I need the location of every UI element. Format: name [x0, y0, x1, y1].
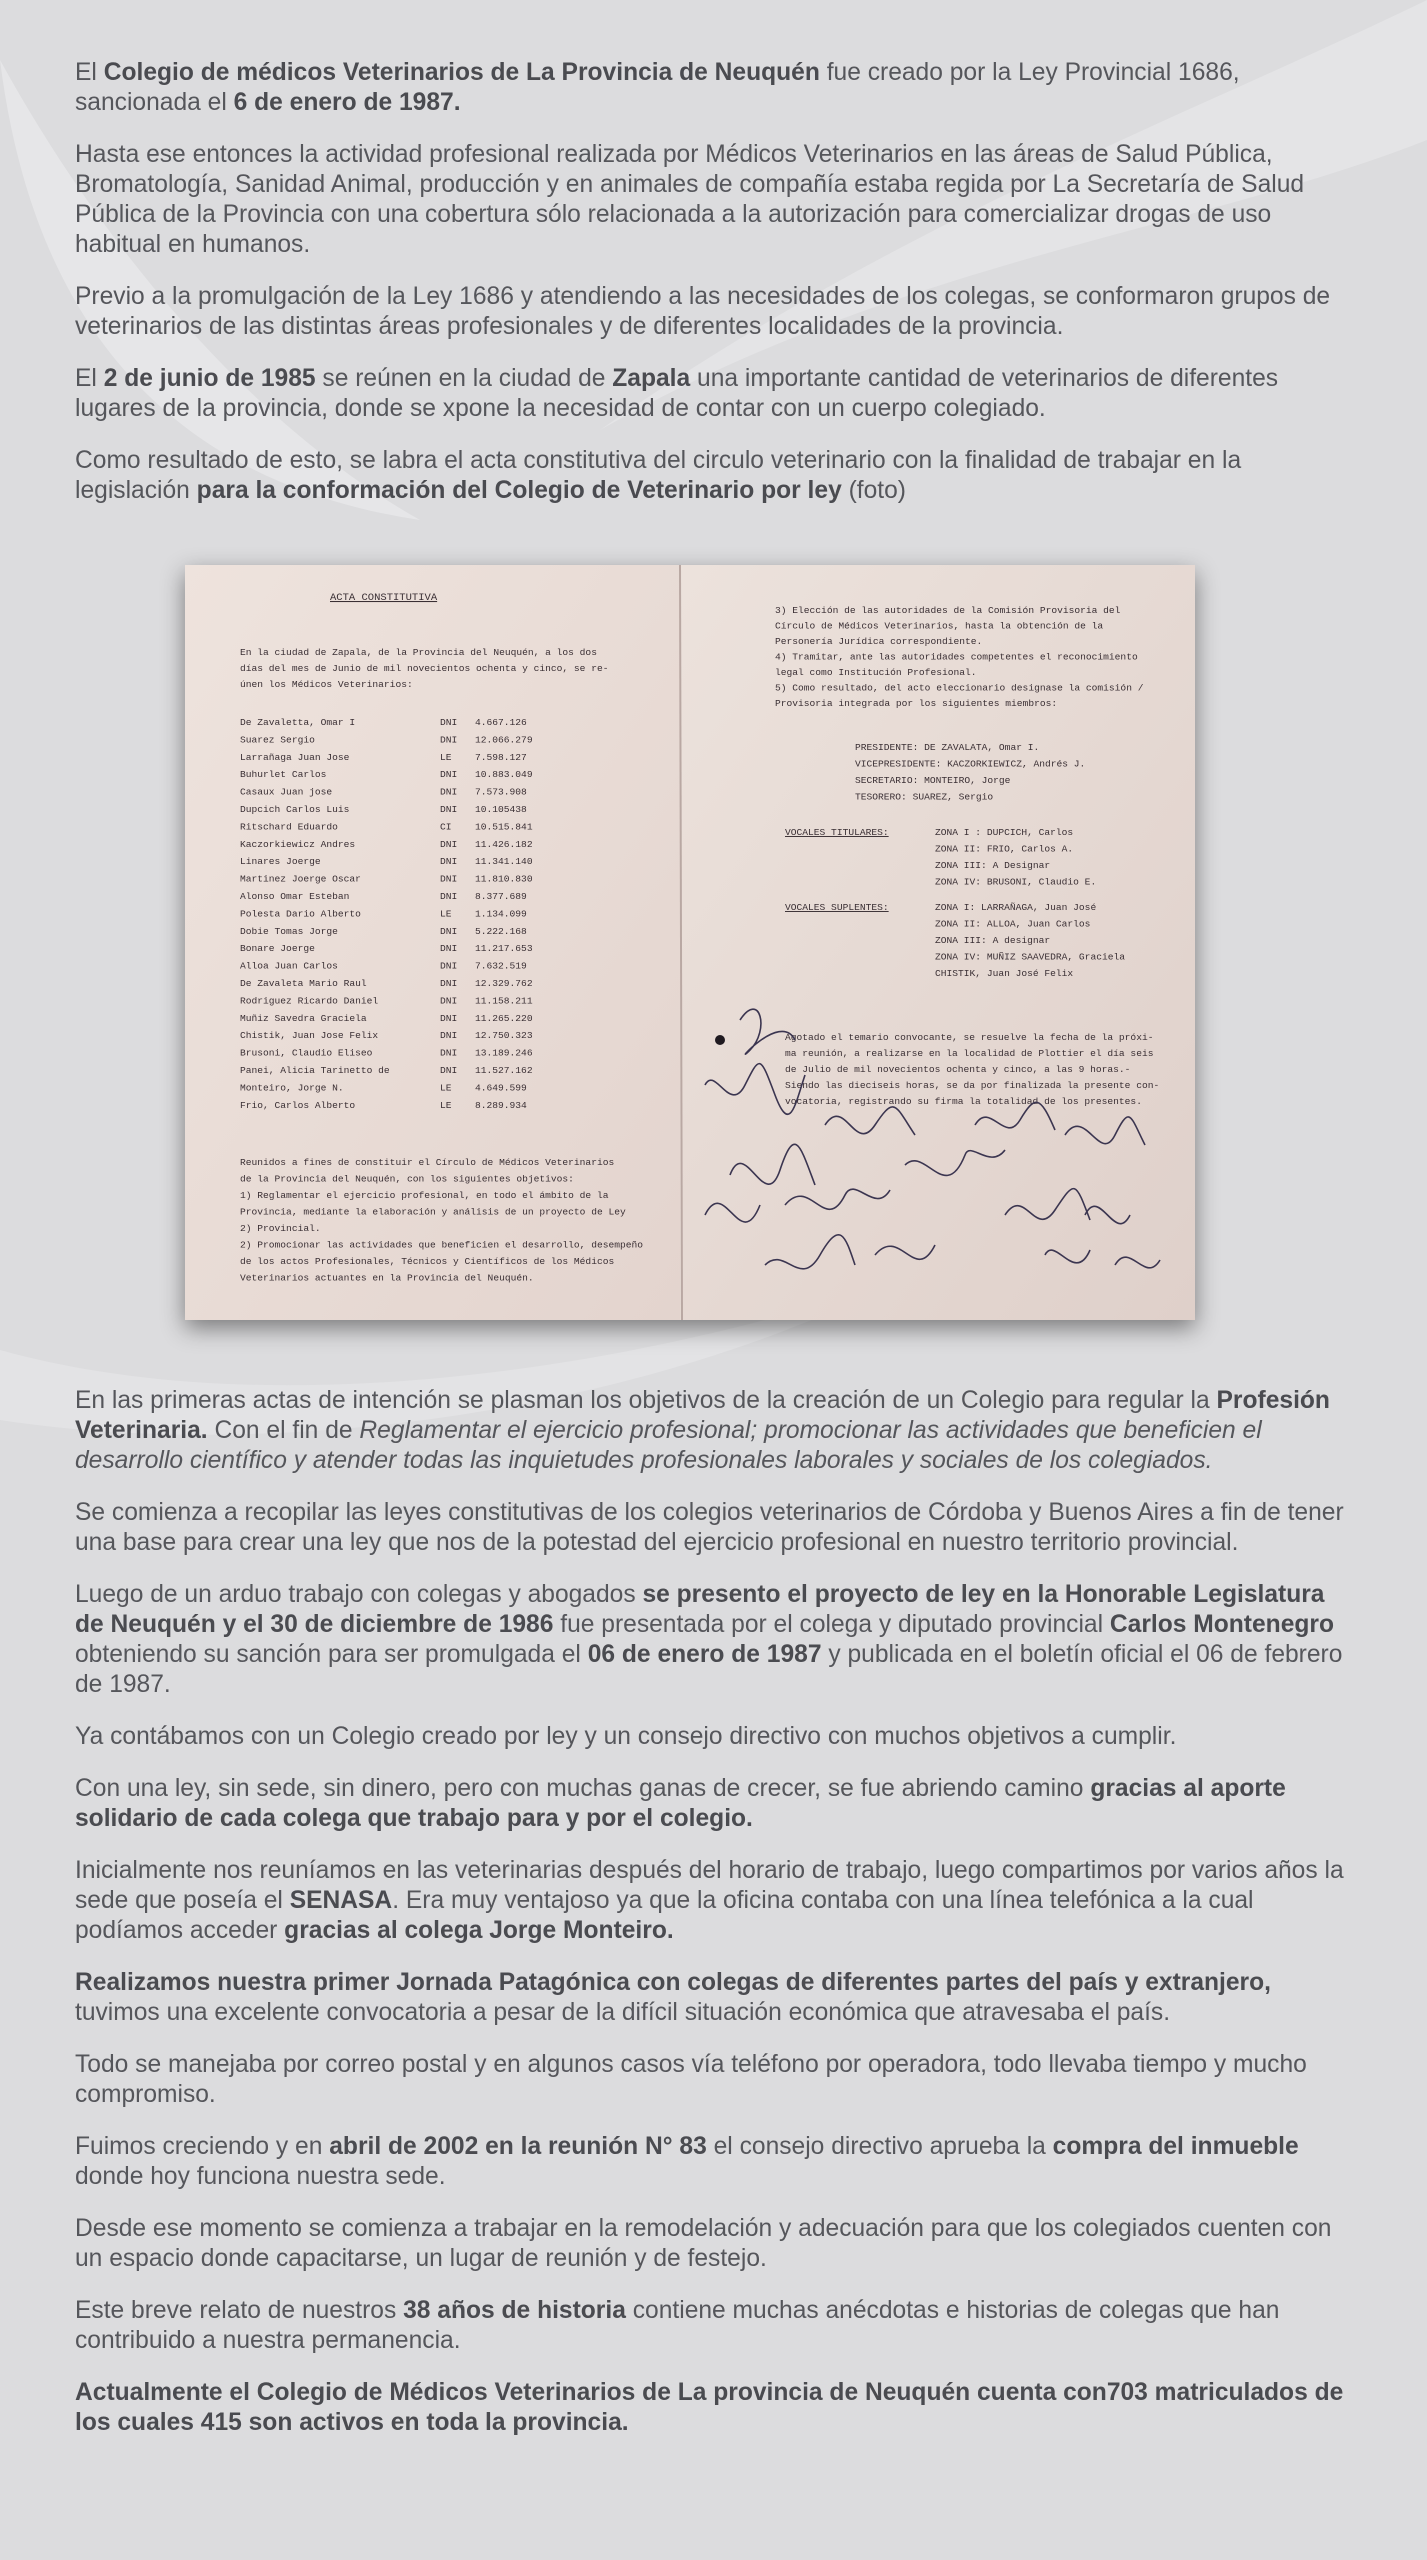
- intro-section: [75, 58, 1350, 528]
- member-doc-type: DNI: [440, 943, 458, 955]
- right-top-line: Círculo de Médicos Veterinarios, hasta la obtención de la: [775, 620, 1104, 632]
- member-name: Dupcich Carlos Luis: [240, 804, 350, 815]
- member-name: Martinez Joerge Oscar: [240, 873, 361, 885]
- document-intro-line: En la ciudad de Zapala, de la Provincia del Neuquén, a los dos: [240, 647, 597, 658]
- paragraph-zapala-meeting: El 2 de junio de 1985 se reúnen en la ciudad de Zapala una importante cantidad de veterinarios de diferentes lugares de la provincia, donde se xpone la necesidad de contar con un cuerpo colegiado.: [75, 365, 1279, 422]
- member-doc-number: 5.222.168: [475, 925, 527, 937]
- ink-blot: [715, 1035, 725, 1045]
- closing-line: vocatoria, registrando su firma la totalidad de los presentes.: [785, 1096, 1142, 1107]
- right-top-line: Personería Jurídica correspondiente.: [775, 636, 983, 647]
- vocal-titular-line: ZONA II: FRIO, Carlos A.: [935, 843, 1074, 855]
- member-doc-type: DNI: [440, 1047, 458, 1059]
- member-doc-type: DNI: [440, 978, 458, 989]
- closing-line: Agotado el temario convocante, se resuelve la fecha de la próxi-: [785, 1032, 1154, 1043]
- member-doc-number: 10.105438: [475, 804, 527, 815]
- member-doc-type: DNI: [440, 873, 458, 885]
- member-doc-type: DNI: [440, 1030, 458, 1042]
- paragraph-acta-result: Como resultado de esto, se labra el acta constitutiva del circulo veterinario con la finalidad de trabajar en la legislación para la conformación del Colegio de Veterinario por ley (foto): [75, 447, 1242, 504]
- right-top-line: 5) Como resultado, del acto eleccionario designase la comisión /: [775, 682, 1144, 694]
- member-name: Brusoni, Claudio Eliseo: [240, 1047, 373, 1059]
- member-name: Suarez Sergio: [240, 734, 315, 746]
- objective-line: 2) Promocionar las actividades que beneficien el desarrollo, desempeño: [240, 1239, 644, 1251]
- member-doc-number: 11.426.182: [475, 838, 533, 850]
- right-top-line: Provisoria integrada por los siguientes miembros:: [775, 698, 1058, 709]
- vocales-titulares-label: VOCALES TITULARES:: [785, 827, 889, 838]
- closing-line: de Julio de mil novecientos ochenta y cinco, a las 9 horas.-: [785, 1064, 1131, 1075]
- member-doc-type: CI: [440, 821, 452, 833]
- member-name: Chistik, Juan Jose Felix: [240, 1030, 379, 1042]
- member-doc-number: 7.632.519: [475, 960, 527, 972]
- member-doc-type: DNI: [440, 804, 458, 815]
- member-doc-type: LE: [440, 1099, 452, 1111]
- member-doc-number: 7.598.127: [475, 751, 527, 763]
- member-doc-number: 12.066.279: [475, 734, 533, 746]
- paragraph-legislature: Luego de un arduo trabajo con colegas y abogados se presento el proyecto de ley en la Honorable Legislatura de Neuquén y el 30 de diciembre de 1986 fue presentada por el colega y diputado provincial Carlos Montenegro obteniendo su sanción para ser promulgada el 06 de enero de 1987 y publicada en el boletín oficial el 06 de febrero de 1987.: [75, 1581, 1343, 1698]
- member-doc-type: LE: [440, 1082, 452, 1094]
- authority-line: SECRETARIO: MONTEIRO, Jorge: [855, 775, 1011, 786]
- objective-line: Provincia, mediante la elaboración y análisis de un proyecto de Ley: [240, 1206, 626, 1218]
- member-doc-number: 10.883.049: [475, 769, 533, 781]
- member-name: Ritschard Eduardo: [240, 821, 338, 833]
- right-top-line: 4) Tramitar, ante las autoridades competentes el reconocimiento: [775, 651, 1138, 663]
- paragraph-38-years: Este breve relato de nuestros 38 años de historia contiene muchas anécdotas e historias de colegas que han contribuido a nuestra permanencia.: [75, 2297, 1280, 2354]
- authority-line: VICEPRESIDENTE: KACZORKIEWICZ, Andrés J.: [855, 758, 1086, 770]
- member-doc-number: 4.667.126: [475, 717, 527, 728]
- member-doc-number: 11.217.653: [475, 943, 533, 955]
- member-name: De Zavaleta Mario Raul: [240, 978, 367, 989]
- vocal-suplente-line: CHISTIK, Juan José Felix: [935, 968, 1074, 979]
- paragraph-inmueble: Fuimos creciendo y en abril de 2002 en la reunión N° 83 el consejo directivo aprueba la compra del inmueble donde hoy funciona nuestra sede.: [75, 2133, 1299, 2190]
- member-name: Kaczorkiewicz Andres: [240, 838, 356, 850]
- member-doc-number: 11.341.140: [475, 856, 533, 868]
- member-doc-type: DNI: [440, 891, 458, 902]
- member-doc-type: LE: [440, 751, 452, 763]
- member-doc-type: DNI: [440, 838, 458, 850]
- vocal-suplente-line: ZONA II: ALLOA, Juan Carlos: [935, 918, 1091, 930]
- right-top-line: legal como Institución Profesional.: [775, 667, 977, 678]
- paragraph-founding: El Colegio de médicos Veterinarios de La Provincia de Neuquén fue creado por la Ley Provincial 1686, sancionada el 6 de enero de 1987.: [75, 59, 1240, 116]
- objective-line: Veterinarios actuantes en la Provincia del Neuquén.: [240, 1272, 534, 1284]
- member-doc-type: LE: [440, 908, 452, 920]
- right-top-line: 3) Elección de las autoridades de la Comisión Provisoria del: [775, 605, 1121, 616]
- member-doc-type: DNI: [440, 786, 458, 798]
- member-doc-type: DNI: [440, 925, 458, 937]
- member-name: Larrañaga Juan Jose: [240, 751, 350, 763]
- member-name: Bonare Joerge: [240, 943, 315, 955]
- member-name: Panei, Alicia Tarinetto de: [240, 1065, 390, 1076]
- acta-constitutiva-photo: [185, 565, 1195, 1320]
- authority-line: TESORERO: SUAREZ, Sergio: [855, 791, 994, 803]
- vocales-suplentes-label: VOCALES SUPLENTES:: [785, 902, 889, 913]
- member-name: Casaux Juan jose: [240, 786, 333, 798]
- objective-line: 2) Provincial.: [240, 1223, 321, 1234]
- member-doc-type: DNI: [440, 734, 458, 746]
- member-doc-number: 11.158.211: [475, 995, 533, 1007]
- member-doc-number: 13.189.246: [475, 1047, 533, 1059]
- member-name: Linares Joerge: [240, 856, 321, 868]
- acta-document-image: [185, 565, 1195, 1320]
- paragraph-postal: Todo se manejaba por correo postal y en algunos casos vía teléfono por operadora, todo llevaba tiempo y mucho compromiso.: [75, 2051, 1307, 2108]
- member-doc-type: DNI: [440, 1065, 458, 1076]
- vocal-suplente-line: ZONA IV: MUÑIZ SAAVEDRA, Graciela: [935, 951, 1125, 963]
- member-name: Frio, Carlos Alberto: [240, 1099, 356, 1111]
- paragraph-first-actas: En las primeras actas de intención se plasman los objetivos de la creación de un Colegio para regular la Profesión Veterinaria. Con el fin de Reglamentar el ejercicio profesional; promocionar las actividades que beneficien el desarrollo científico y atender todas las inquietudes profesionales laborales y sociales de los colegiados.: [75, 1387, 1330, 1474]
- history-section: [75, 1386, 1350, 2460]
- closing-line: ma reunión, a realizarse en la localidad de Plottier el día seis: [785, 1048, 1154, 1059]
- vocal-titular-line: ZONA III: A Designar: [935, 860, 1051, 871]
- member-doc-number: 11.265.220: [475, 1012, 533, 1024]
- member-doc-type: DNI: [440, 995, 458, 1007]
- member-doc-number: 1.134.099: [475, 908, 527, 920]
- authority-line: PRESIDENTE: DE ZAVALATA, Omar I.: [855, 742, 1040, 753]
- member-doc-number: 4.649.599: [475, 1082, 527, 1094]
- member-doc-number: 12.329.762: [475, 978, 533, 989]
- member-name: Alonso Omar Esteban: [240, 891, 350, 902]
- objective-line: 1) Reglamentar el ejercicio profesional, en todo el ámbito de la: [240, 1190, 609, 1201]
- paragraph-current-members: Actualmente el Colegio de Médicos Veterinarios de La provincia de Neuquén cuenta con703 matriculados de los cuales 415 son activos en toda la provincia.: [75, 2379, 1344, 2436]
- member-doc-type: DNI: [440, 1012, 458, 1024]
- member-doc-number: 7.573.908: [475, 786, 527, 798]
- member-doc-number: 8.377.689: [475, 891, 527, 902]
- member-name: Polesta Dario Alberto: [240, 908, 361, 920]
- objective-line: de los actos Profesionales, Técnicos y Científicos de los Médicos: [240, 1256, 615, 1267]
- closing-line: Siendo las dieciseis horas, se da por finalizada la presente con-: [785, 1080, 1160, 1091]
- vocal-suplente-line: ZONA III: A designar: [935, 935, 1051, 946]
- paragraph-previous: Previo a la promulgación de la Ley 1686 y atendiendo a las necesidades de los colegas, se conformaron grupos de veterinarios de las distintas áreas profesionales y de diferentes localidades de la provincia.: [75, 283, 1331, 340]
- member-doc-number: 10.515.841: [475, 821, 533, 833]
- member-doc-number: 12.750.323: [475, 1030, 533, 1042]
- vocal-suplente-line: ZONA I: LARRAÑAGA, Juan José: [935, 902, 1097, 913]
- document-title: ACTA CONSTITUTIVA: [330, 592, 438, 604]
- document-intro-line: días del mes de Junio de mil novecientos ochenta y cinco, se re-: [240, 663, 609, 674]
- member-doc-type: DNI: [440, 960, 458, 972]
- paragraph-senasa: Inicialmente nos reuníamos en las veterinarias después del horario de trabajo, luego compartimos por varios años la sede que poseía el SENASA. Era muy ventajoso ya que la oficina contaba con una línea telefónica a la cual podíamos acceder gracias al colega Jorge Monteiro.: [75, 1857, 1344, 1944]
- member-name: Rodriguez Ricardo Daniel: [240, 995, 379, 1007]
- member-name: Buhurlet Carlos: [240, 769, 327, 781]
- member-doc-number: 11.810.830: [475, 873, 533, 885]
- paragraph-objectives: Ya contábamos con un Colegio creado por ley y un consejo directivo con muchos objetivos a cumplir.: [75, 1723, 1177, 1750]
- member-doc-number: 11.527.162: [475, 1065, 533, 1076]
- paragraph-remodel: Desde ese momento se comienza a trabajar en la remodelación y adecuación para que los colegiados cuenten con un espacio donde capacitarse, un lugar de reunión y de festejo.: [75, 2215, 1332, 2272]
- objective-line: de la Provincia del Neuquén, con los siguientes objetivos:: [240, 1173, 574, 1185]
- member-doc-type: DNI: [440, 717, 458, 728]
- paragraph-before: Hasta ese entonces la actividad profesional realizada por Médicos Veterinarios en las áreas de Salud Pública, Bromatología, Sanidad Animal, producción y en animales de compañía estaba regida por La Secretaría de Salud Pública de la Provincia con una cobertura sólo relacionada a la autorización para comercializar drogas de uso habitual en humanos.: [75, 141, 1305, 258]
- paragraph-solidarity: Con una ley, sin sede, sin dinero, pero con muchas ganas de crecer, se fue abriendo camino gracias al aporte solidario de cada colega que trabajo para y por el colegio.: [75, 1775, 1286, 1832]
- member-name: Alloa Juan Carlos: [240, 960, 338, 972]
- member-name: Muñiz Savedra Graciela: [240, 1012, 367, 1024]
- member-name: Dobie Tomas Jorge: [240, 925, 338, 937]
- paragraph-jornada: Realizamos nuestra primer Jornada Patagónica con colegas de diferentes partes del país y extranjero, tuvimos una excelente convocatoria a pesar de la difícil situación económica que atravesaba el país.: [75, 1969, 1271, 2026]
- member-doc-number: 8.289.934: [475, 1099, 527, 1111]
- member-name: Monteiro, Jorge N.: [240, 1082, 344, 1094]
- paragraph-laws: Se comienza a recopilar las leyes constitutivas de los colegios veterinarios de Córdoba y Buenos Aires a fin de tener una base para crear una ley que nos de la potestad del ejercicio profesional en nuestro territorio provincial.: [75, 1499, 1344, 1556]
- vocal-titular-line: ZONA I : DUPCICH, Carlos: [935, 827, 1074, 838]
- member-name: De Zavaletta, Omar I: [240, 717, 356, 728]
- objective-line: Reunidos a fines de constituir el Círculo de Médicos Veterinarios: [240, 1157, 615, 1168]
- member-doc-type: DNI: [440, 769, 458, 781]
- document-intro-line: únen los Médicos Veterinarios:: [240, 679, 413, 690]
- member-doc-type: DNI: [440, 856, 458, 868]
- vocal-titular-line: ZONA IV: BRUSONI, Claudio E.: [935, 876, 1097, 888]
